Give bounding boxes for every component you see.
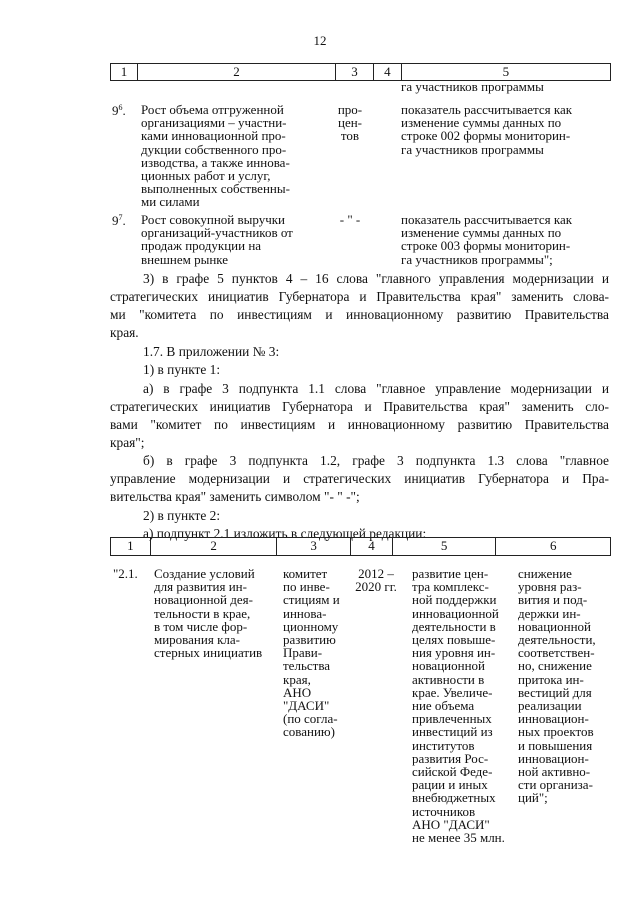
cell-line: изменение суммы данных по <box>401 115 562 131</box>
cell-line: новационной дея- <box>154 592 253 608</box>
cell-line: внешнем рынке <box>141 251 229 267</box>
table2-row-executor <box>283 567 355 739</box>
cell-line: края, <box>283 671 311 687</box>
table1-row-9-7-note <box>401 213 606 266</box>
cell-line: притока ин- <box>518 671 584 687</box>
table1-header-col-2: 2 <box>138 64 336 80</box>
cell-line: изводства, а также иннова- <box>141 154 290 170</box>
cell-line: сованию) <box>283 724 335 740</box>
cell-line: Рост объема отгруженной <box>141 102 284 117</box>
cell-line: "ДАСИ" <box>283 698 330 714</box>
cell-line: инвестиций из <box>412 724 493 740</box>
cell-line: сийской Феде- <box>412 764 493 780</box>
table1-row-9-6-unit <box>330 103 370 143</box>
paragraph-b-line-1: б) в графе 3 подпункта 1.2, графе 3 подпункта 1.3 слова "главное <box>143 453 609 468</box>
cell-line: изменение суммы данных по <box>401 225 562 241</box>
table1-row-9-6-name <box>141 103 316 209</box>
cell-line: ми силами <box>141 194 200 210</box>
cell-line: для развития ин- <box>154 579 247 595</box>
cell-line: строке 003 формы мониторин- <box>401 238 571 254</box>
paragraph-a-line-4: края"; <box>110 435 145 450</box>
paragraph-2-item: 2) в пункте 2: <box>143 508 221 523</box>
cell-line: строке 002 формы мониторин- <box>401 128 571 144</box>
table2-header-col-5: 5 <box>393 538 497 555</box>
cell-line: по инве- <box>283 579 330 595</box>
cell-line: вестиций для <box>518 684 592 700</box>
cell-line: 2020 гг. <box>355 579 397 595</box>
table2-header-col-6: 6 <box>549 538 557 553</box>
cell-line: вития и под- <box>518 592 588 608</box>
cell-line: рации и иных <box>412 777 488 793</box>
cell-line: дукции собственного про- <box>141 141 287 157</box>
cell-line: (по согла- <box>283 711 338 727</box>
cell-line: развитие цен- <box>412 566 489 581</box>
cell-line: про- <box>337 102 363 117</box>
cell-line: организациями – участни- <box>141 115 287 131</box>
cell-line: инновацион- <box>518 711 589 727</box>
table1-row-9-7-name <box>141 213 331 266</box>
table2-header-col-1: 1 <box>111 538 151 555</box>
cell-line: сти организа- <box>518 777 593 793</box>
cell-line: показатель рассчитывается как <box>401 102 573 117</box>
cell-line: цен- <box>337 115 362 131</box>
paragraph-3-line-1: 3) в графе 5 пунктов 4 – 16 слова "главного управления модернизации и <box>143 271 609 286</box>
paragraph-3-line-3: ми "комитета по инвестициям и инновационному развитию Правительства <box>110 307 609 322</box>
table1-header-col-3: 3 <box>336 64 374 80</box>
cell-line: целях повыше- <box>412 632 496 648</box>
cell-line: - " - <box>339 212 361 227</box>
cell-line: и повышения <box>518 737 593 753</box>
cell-line: АНО <box>283 684 312 700</box>
row-number-sup: 6 <box>118 103 123 112</box>
cell-line: ционному <box>283 618 339 634</box>
cell-line: ками инновационной про- <box>141 128 286 144</box>
cell-line: крае. Увеличе- <box>412 684 493 700</box>
cell-line: тов <box>340 128 360 144</box>
cell-line: привлеченных <box>412 711 492 727</box>
cell-line: активности в <box>412 671 485 687</box>
table1-row-9-6-note <box>401 103 606 156</box>
cell-line: продаж продукции на <box>141 238 262 254</box>
paragraph-b-line-3: вительства края" заменить символом "- " -"; <box>110 489 360 504</box>
table2-row-number: "2.1. <box>113 566 138 581</box>
row-number-main: 9 <box>112 103 119 118</box>
table1-continuation-line: га участников программы <box>401 79 544 94</box>
table1-row-9-7-number: $9^7$. <box>112 213 126 228</box>
cell-line: тельства <box>283 658 331 674</box>
cell-line: 2012 – <box>358 566 394 581</box>
table2-row-effect <box>518 567 610 805</box>
cell-line: стициям и <box>283 592 340 608</box>
paragraph-2-a: а) подпункт 2.1 изложить в следующей редакции: <box>143 526 427 541</box>
row-number-main: 9 <box>112 213 119 228</box>
paragraph-3-line-2: стратегических инициатив Губернатора и Правительства края" заменить слова- <box>110 289 609 304</box>
table1-header-col-4: 4 <box>374 64 402 80</box>
table2-header-col-4: 4 <box>351 538 393 555</box>
cell-line: инновационной <box>412 605 499 621</box>
cell-line: новационной <box>518 618 591 634</box>
cell-line: держки ин- <box>518 605 581 621</box>
cell-line: ных проектов <box>518 724 594 740</box>
cell-line: внебюджетных <box>412 790 496 806</box>
table2-row-name <box>154 567 282 659</box>
cell-line: не менее 35 млн. <box>412 830 505 846</box>
paragraph-a-line-1: а) в графе 3 подпункта 1.1 слова "главное управление модернизации и <box>143 381 609 396</box>
cell-line: комитет <box>283 566 328 581</box>
cell-line: га участников программы <box>401 141 544 157</box>
cell-line: Рост совокупной выручки <box>141 212 286 227</box>
cell-line: инновацион- <box>518 750 589 766</box>
cell-line: тра комплекс- <box>412 579 489 595</box>
cell-line: снижение <box>518 566 572 581</box>
page-number: 12 <box>313 33 327 48</box>
cell-line: институтов <box>412 737 475 753</box>
table1-row-9-6-number: $9^6$. <box>112 103 126 118</box>
cell-line: выполненных собственны- <box>141 181 290 197</box>
cell-line: ций"; <box>518 790 548 806</box>
cell-line: но, снижение <box>518 658 592 674</box>
cell-line: ционных работ и услуг, <box>141 168 271 184</box>
cell-line: ния уровня ин- <box>412 645 496 661</box>
table2-header-col-3: 3 <box>277 538 351 555</box>
cell-line: Создание условий <box>154 566 255 581</box>
cell-line: реализации <box>518 698 582 714</box>
cell-line: развитию <box>283 632 336 648</box>
paragraph-1-7: 1.7. В приложении № 3: <box>143 344 280 359</box>
cell-line: тельности в крае, <box>154 605 251 621</box>
cell-line: в том числе фор- <box>154 618 248 634</box>
paragraph-a-line-2: стратегических инициатив Губернатора и Правительства края" заменить сло- <box>110 399 609 414</box>
paragraph-3-line-4: края. <box>110 325 139 340</box>
cell-line: источников <box>412 803 476 819</box>
table1-header-col-5: 5 <box>502 64 510 79</box>
cell-line: ние объема <box>412 698 475 714</box>
cell-line: Прави- <box>283 645 323 661</box>
table1-header-col-1: 1 <box>111 64 138 80</box>
table1-row-9-7-unit <box>326 213 374 226</box>
table2-row-result <box>412 567 516 844</box>
cell-line: уровня раз- <box>518 579 582 595</box>
cell-line: деятельности в <box>412 618 496 634</box>
paragraph-a-line-3: вами "комитет по инвестициям и инновационному развитию Правительства <box>110 417 609 432</box>
cell-line: ной активно- <box>518 764 591 780</box>
cell-line: новационной <box>412 658 485 674</box>
cell-line: иннова- <box>283 605 327 621</box>
cell-line: га участников программы"; <box>401 251 553 267</box>
cell-line: организаций-участников от <box>141 225 293 241</box>
table2-header-col-2: 2 <box>151 538 277 555</box>
cell-line: развития Рос- <box>412 750 489 766</box>
table2-header <box>110 537 611 556</box>
cell-line: ной поддержки <box>412 592 497 608</box>
paragraph-b-line-2: управление модернизации и стратегических инициатив Губернатора и Пра- <box>110 471 609 486</box>
row-number-sup: 7 <box>118 213 123 222</box>
paragraph-1-item: 1) в пункте 1: <box>143 362 221 377</box>
cell-line: соответствен- <box>518 645 595 661</box>
cell-line: АНО "ДАСИ" <box>412 816 490 832</box>
table2-row-term <box>351 567 401 593</box>
cell-line: деятельности, <box>518 632 596 648</box>
cell-line: стерных инициатив <box>154 645 263 661</box>
cell-line: показатель рассчитывается как <box>401 212 573 227</box>
cell-line: мирования кла- <box>154 632 240 648</box>
